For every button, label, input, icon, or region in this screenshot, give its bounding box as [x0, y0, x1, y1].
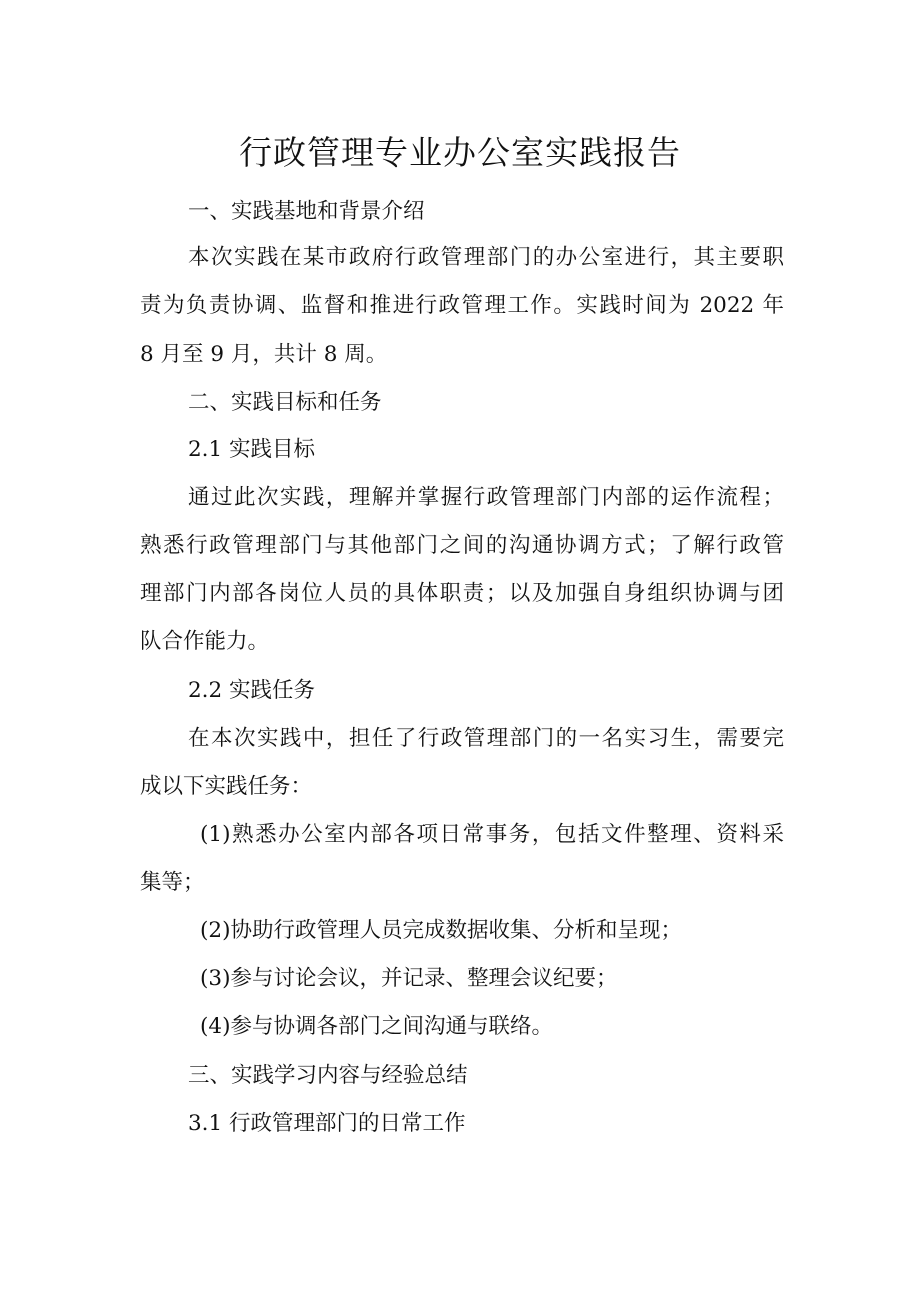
list-item-line: (2)协助行政管理人员完成数据收集、分析和呈现； [200, 918, 682, 943]
subsection-heading-2-2: 2.2 实践任务 [188, 678, 316, 703]
paragraph-line: 熟悉行政管理部门与其他部门之间的沟通协调方式；了解行政管 [140, 533, 784, 558]
subsection-heading-3-1: 3.1 行政管理部门的日常工作 [188, 1111, 466, 1136]
document-title: 行政管理专业办公室实践报告 [239, 133, 681, 172]
paragraph-line: 责为负责协调、监督和推进行政管理工作。实践时间为 2022 年 [140, 293, 784, 318]
paragraph-line: 在本次实践中，担任了行政管理部门的一名实习生，需要完 [188, 726, 784, 751]
section-heading-3: 三、实践学习内容与经验总结 [188, 1063, 468, 1088]
paragraph-line: 成以下实践任务： [140, 774, 313, 799]
paragraph-line: 通过此次实践，理解并掌握行政管理部门内部的运作流程； [188, 485, 784, 510]
paragraph-line: 理部门内部各岗位人员的具体职责；以及加强自身组织协调与团 [140, 581, 784, 606]
section-heading-1: 一、实践基地和背景介绍 [188, 199, 425, 224]
paragraph-line: 队合作能力。 [140, 629, 270, 654]
list-item-line: (1)熟悉办公室内部各项日常事务，包括文件整理、资料采 [200, 822, 784, 847]
section-heading-2: 二、实践目标和任务 [188, 390, 382, 415]
paragraph-line: 本次实践在某市政府行政管理部门的办公室进行，其主要职 [188, 245, 784, 270]
subsection-heading-2-1: 2.1 实践目标 [188, 437, 316, 462]
list-item-line: (4)参与协调各部门之间沟通与联络。 [200, 1014, 553, 1039]
paragraph-line: 8 月至 9 月，共计 8 周。 [140, 342, 388, 367]
list-item-line: 集等； [140, 870, 205, 895]
list-item-line: (3)参与讨论会议，并记录、整理会议纪要； [200, 966, 618, 991]
